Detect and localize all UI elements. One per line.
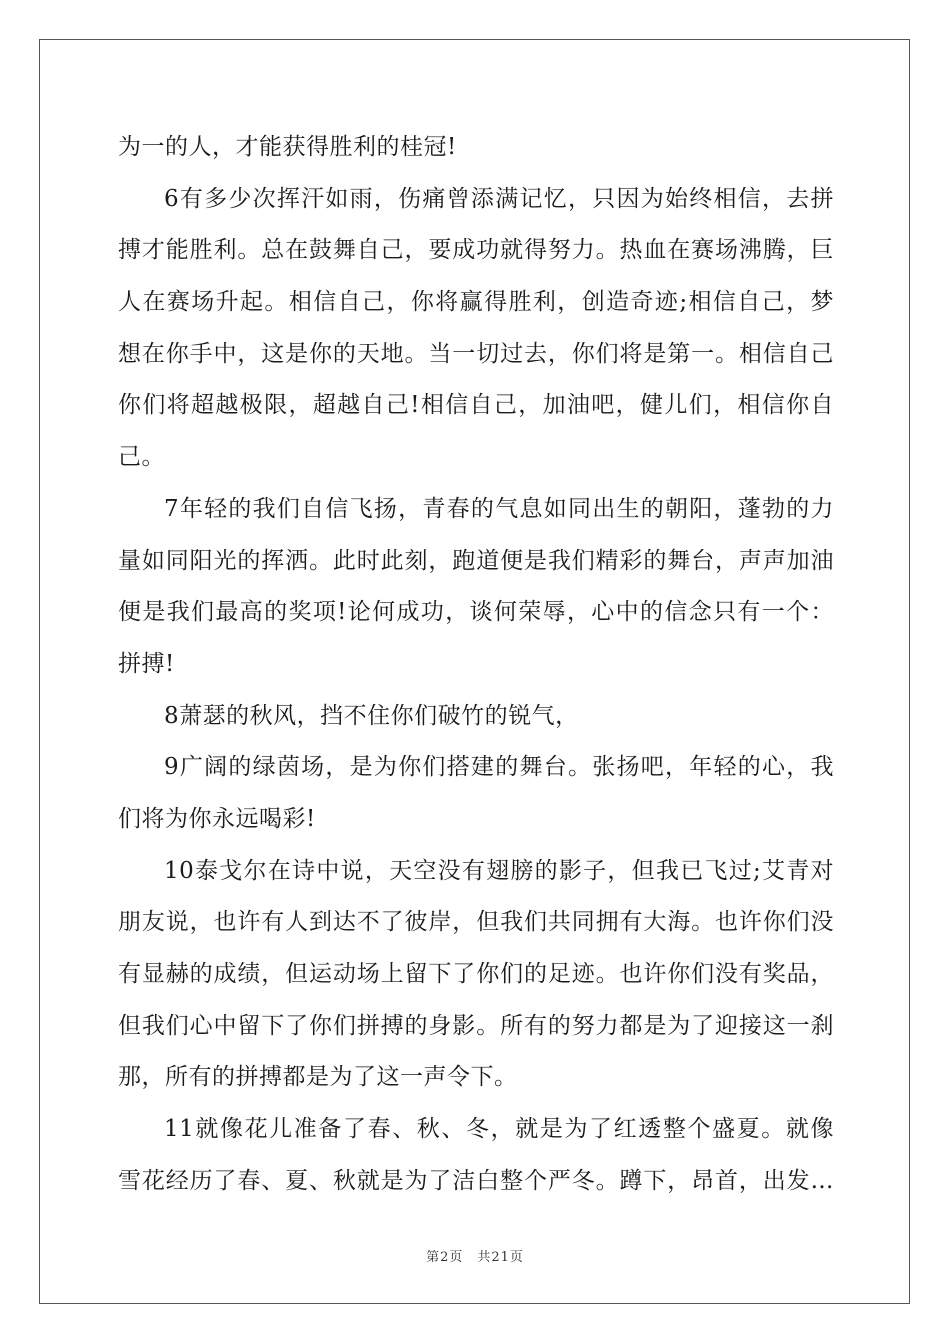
- text-line: 朋友说，也许有人到达不了彼岸，但我们共同拥有大海。也许你们没: [118, 909, 834, 936]
- text-line: 人在赛场升起。相信自己，你将赢得胜利，创造奇迹;相信自己，梦: [118, 289, 834, 316]
- text-line: 6有多少次挥汗如雨，伤痛曾添满记忆，只因为始终相信，去拼: [164, 185, 834, 212]
- text-line: 搏才能胜利。总在鼓舞自己，要成功就得努力。热血在赛场沸腾，巨: [118, 237, 834, 264]
- text-line: 量如同阳光的挥洒。此时此刻，跑道便是我们精彩的舞台，声声加油: [118, 547, 834, 574]
- document-body: [118, 126, 834, 1211]
- text-line: 11就像花儿准备了春、秋、冬，就是为了红透整个盛夏。就像: [164, 1116, 834, 1143]
- text-line: 为一的人，才能获得胜利的桂冠!: [118, 134, 457, 160]
- text-line: 那，所有的拼搏都是为了这一声令下。: [118, 1064, 518, 1091]
- text-line: 7年轻的我们自信飞扬，青春的气息如同出生的朝阳，蓬勃的力: [164, 495, 834, 522]
- text-line: 己。: [118, 444, 165, 471]
- text-line: 9广阔的绿茵场，是为你们搭建的舞台。张扬吧，年轻的心，我: [164, 754, 834, 781]
- page-number: 第2页: [426, 1250, 464, 1265]
- text-line: 便是我们最高的奖项!论何成功，谈何荣辱，心中的信念只有一个：: [118, 599, 834, 626]
- text-line: 拼搏!: [118, 650, 175, 677]
- page-total: 共21页: [477, 1250, 524, 1265]
- text-line: 但我们心中留下了你们拼搏的身影。所有的努力都是为了迎接这一刹: [118, 1012, 834, 1039]
- text-line: 8萧瑟的秋风，挡不住你们破竹的锐气，: [164, 702, 579, 729]
- text-line: 10泰戈尔在诗中说，天空没有翅膀的影子，但我已飞过;艾青对: [164, 857, 834, 884]
- text-line: 你们将超越极限，超越自己!相信自己，加油吧，健儿们，相信你自: [118, 392, 834, 419]
- page-footer: [0, 1246, 950, 1265]
- text-line: 有显赫的成绩，但运动场上留下了你们的足迹。也许你们没有奖品，: [118, 961, 834, 987]
- text-line: 们将为你永远喝彩!: [118, 805, 316, 832]
- text-line: 雪花经历了春、夏、秋就是为了洁白整个严冬。蹲下，昂首，出发…: [118, 1167, 834, 1194]
- text-line: 想在你手中，这是你的天地。当一切过去，你们将是第一。相信自己: [118, 340, 834, 367]
